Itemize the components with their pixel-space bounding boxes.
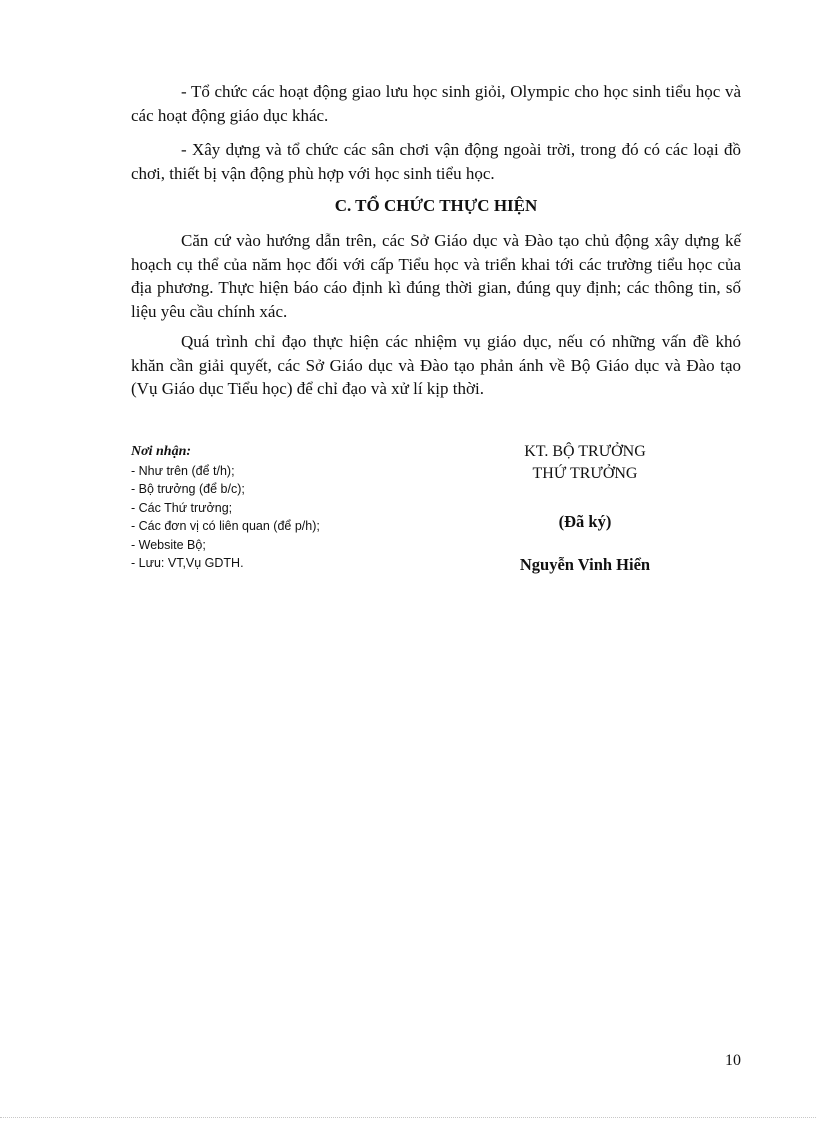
page-bottom-divider xyxy=(0,1117,816,1118)
paragraph-playgrounds xyxy=(131,138,741,185)
signature-block xyxy=(470,441,700,576)
section-heading: C. TỔ CHỨC THỰC HIỆN xyxy=(334,196,538,215)
recipient-item: - Website Bộ; xyxy=(131,537,206,552)
signature-title-deputy: KT. BỘ TRƯỞNG xyxy=(524,443,646,460)
recipient-item: - Lưu: VT,Vụ GDTH. xyxy=(131,556,244,570)
signer-name: Nguyễn Vinh Hiển xyxy=(519,555,651,574)
recipients-title-colon: : xyxy=(186,444,192,459)
paragraph-text: Căn cứ vào hướng dẫn trên, các Sở Giáo dục và Đào tạo chủ động xây dựng kế hoạch cụ thể của năm học đối với cấp Tiểu học và triển khai tới các trường tiểu học của địa phương. Thực hiện báo cáo định kì đúng thời gian, đúng quy định; các thông tin, số liệu yêu cầu chính xác. xyxy=(131,231,741,321)
recipient-item: - Như trên (để t/h); xyxy=(131,463,235,478)
recipients-title: Nơi nhận xyxy=(131,444,187,459)
signature-title-vice-minister: THỨ TRƯỞNG xyxy=(532,465,638,482)
recipient-item: - Các Thứ trưởng; xyxy=(131,500,233,515)
page-number: 10 xyxy=(725,1052,741,1069)
paragraph-text: - Tổ chức các hoạt động giao lưu học sinh giỏi, Olympic cho học sinh tiểu học và các hoạt động giáo dục khác. xyxy=(131,82,741,125)
recipients-block xyxy=(131,442,421,573)
paragraph-text: Quá trình chỉ đạo thực hiện các nhiệm vụ giáo dục, nếu có những vấn đề khó khăn cần giải quyết, các Sở Giáo dục và Đào tạo phản ánh về Bộ Giáo dục và Đào tạo (Vụ Giáo dục Tiểu học) để chỉ đạo và xử lí kịp thời. xyxy=(131,332,741,398)
recipients-title-line xyxy=(131,442,421,462)
paragraph-guidance xyxy=(131,229,741,323)
paragraph-reporting xyxy=(131,330,741,401)
recipient-item: - Bộ trưởng (để b/c); xyxy=(131,482,245,496)
paragraph-olympic xyxy=(131,80,741,127)
signature-signed-mark: (Đã ký) xyxy=(558,512,612,531)
paragraph-text: - Xây dựng và tổ chức các sân chơi vận động ngoài trời, trong đó có các loại đồ chơi, thiết bị vận động phù hợp với học sinh tiểu học. xyxy=(131,140,741,183)
recipient-item: - Các đơn vị có liên quan (để p/h); xyxy=(131,519,320,533)
recipients-list xyxy=(131,462,421,573)
